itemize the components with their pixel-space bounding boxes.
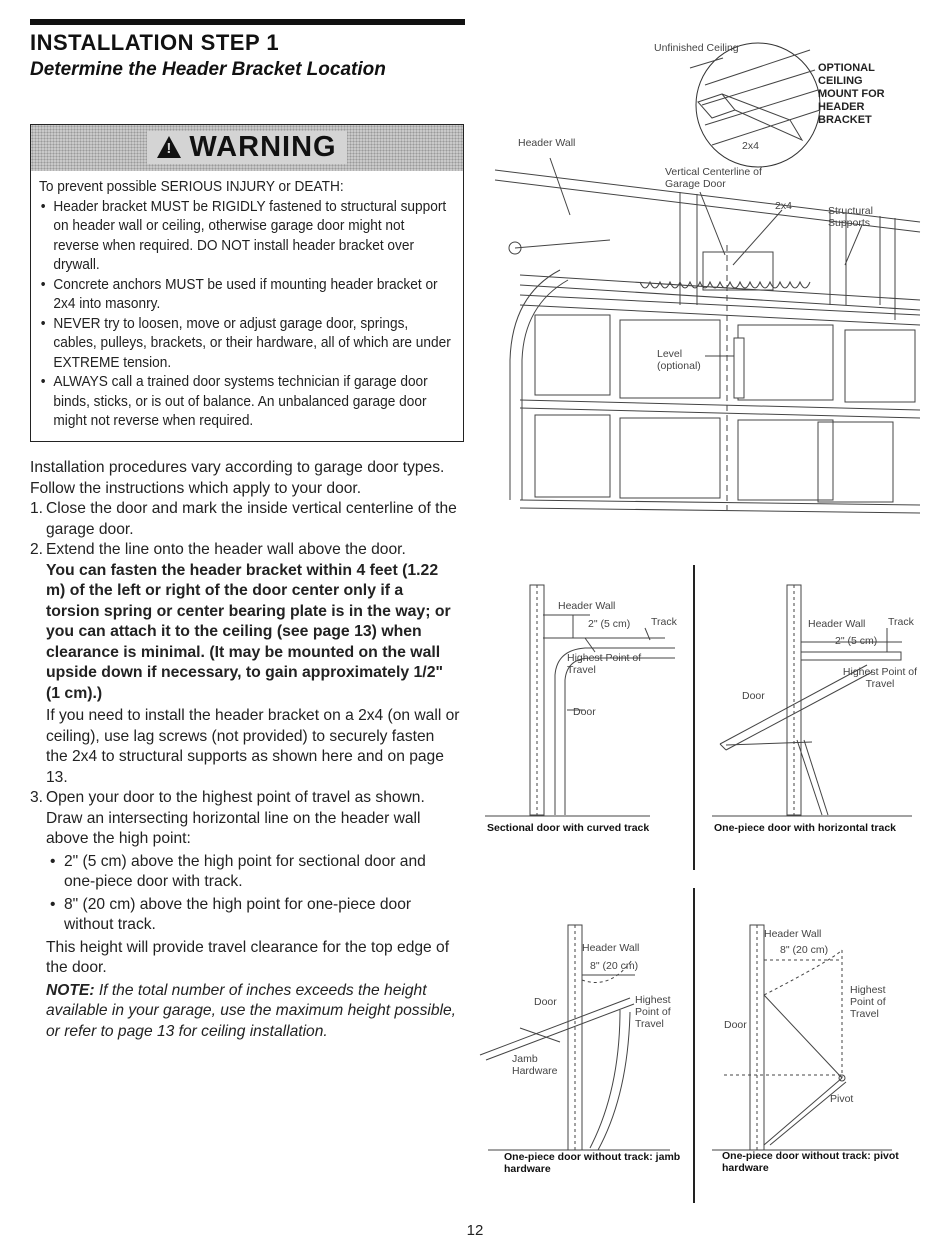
- figure-onepiece-track: [712, 580, 932, 835]
- warning-title-wrap: [147, 131, 346, 164]
- warning-header: [31, 125, 463, 171]
- warning-list: [39, 197, 453, 431]
- step-3-number: 3.: [30, 789, 44, 806]
- onepiece-track-label-door: Door: [742, 690, 765, 702]
- step-subtitle: Determine the Header Bracket Location: [30, 59, 386, 80]
- note-text: If the total number of inches exceeds the height available in your garage, use the maximum height possible, or refer to page 13 for ceiling installation.: [46, 981, 456, 1040]
- label-unfinished-ceiling: Unfinished Ceiling: [654, 42, 739, 54]
- instructions: [30, 458, 460, 1042]
- step-2-text: Extend the line onto the header wall above the door.: [46, 541, 406, 558]
- figure-divider-top: [693, 565, 695, 870]
- pivot-label-door: Door: [724, 1019, 747, 1031]
- sectional-label-header-wall: Header Wall: [558, 600, 616, 612]
- bullet-8in: • 8" (20 cm) above the high point for one-piece door without track.: [30, 895, 460, 936]
- bullet-2in: • 2" (5 cm) above the high point for sectional door and one-piece door with track.: [30, 852, 460, 893]
- step-title: INSTALLATION STEP 1: [30, 30, 280, 55]
- onepiece-track-label-highest-point: Highest Point of Travel: [842, 666, 918, 690]
- note: [30, 981, 460, 1043]
- label-2x4-ceiling: 2x4: [742, 140, 759, 152]
- clearance-text: This height will provide travel clearance for the top edge of the door.: [46, 938, 450, 976]
- jamb-label-hardware: Jamb Hardware: [512, 1053, 558, 1077]
- jamb-label-door: Door: [534, 996, 557, 1008]
- warning-item: • ALWAYS call a trained door systems technician if garage door binds, sticks, or is out of balance. An unbalanced garage door might not reverse when required.: [39, 372, 453, 431]
- sectional-label-door: Door: [573, 706, 596, 718]
- warning-box: [30, 124, 464, 442]
- figure-divider-bottom: [693, 888, 695, 1203]
- step-3-text: Open your door to the highest point of travel as shown. Draw an intersecting horizontal line on the header wall above the high point:: [46, 789, 425, 847]
- sectional-label-clearance: 2" (5 cm): [588, 618, 631, 630]
- label-header-wall: Header Wall: [518, 137, 576, 149]
- jamb-caption: One-piece door without track: jamb hardware: [504, 1151, 681, 1175]
- pivot-label-pivot: Pivot: [830, 1093, 854, 1105]
- jamb-label-highest-point: Highest Point of Travel: [635, 994, 671, 1030]
- step-2-bold-note: You can fasten the header bracket within 4 feet (1.22 m) of the left or right of the door center only if a torsion spring or center bearing plate is in the way; or you can attach it to the ceiling (see page 13) when clearance is minimal. (It may be mounted on the wall upside down if necessary, to gain approximately 1/2" (1 cm).): [46, 561, 451, 702]
- garage-door-illustration: [490, 30, 930, 520]
- sectional-label-track: Track: [651, 616, 677, 628]
- warning-triangle-icon: [157, 136, 181, 158]
- pivot-label-header-wall: Header Wall: [764, 928, 822, 940]
- pivot-caption: One-piece door without track: pivot hardware: [722, 1150, 899, 1174]
- pivot-label-highest-point: Highest Point of Travel: [850, 984, 886, 1020]
- jamb-label-clearance: 8" (20 cm): [590, 960, 639, 972]
- warning-intro: To prevent possible SERIOUS INJURY or DEATH:: [39, 178, 344, 195]
- jamb-label-header-wall: Header Wall: [582, 942, 640, 954]
- step-1: [30, 499, 460, 540]
- warning-body: [39, 177, 453, 431]
- step-1-number: 1.: [30, 500, 44, 517]
- sectional-caption: Sectional door with curved track: [487, 822, 650, 834]
- jamb-hardware-drawing: [470, 920, 685, 1180]
- label-2x4-wall: 2x4: [775, 200, 792, 212]
- onepiece-track-label-header-wall: Header Wall: [808, 618, 866, 630]
- label-level: Level (optional): [657, 348, 701, 372]
- pivot-hardware-drawing: [712, 920, 932, 1180]
- step-2: [30, 540, 460, 561]
- title-rule: [30, 19, 465, 25]
- pivot-label-clearance: 8" (20 cm): [780, 944, 829, 956]
- label-structural-supports: Structural Supports: [828, 205, 873, 229]
- page-number: 12: [466, 1222, 484, 1239]
- step-3: [30, 788, 460, 850]
- sectional-label-highest-point: Highest Point of Travel: [567, 652, 642, 676]
- label-optional-mount: OPTIONAL CEILING MOUNT FOR HEADER BRACKET: [818, 62, 885, 126]
- step-2-number: 2.: [30, 541, 44, 558]
- warning-title: WARNING: [189, 131, 337, 163]
- onepiece-track-label-track: Track: [888, 616, 914, 628]
- step-1-text: Close the door and mark the inside vertical centerline of the garage door.: [46, 500, 457, 538]
- onepiece-track-caption: One-piece door with horizontal track: [714, 822, 897, 834]
- note-label: NOTE:: [46, 981, 95, 999]
- intro-paragraph: Installation procedures vary according to garage door types. Follow the instructions which apply to your door.: [30, 459, 445, 497]
- onepiece-track-label-clearance: 2" (5 cm): [835, 635, 878, 647]
- step-2-extra: If you need to install the header bracket on a 2x4 (on wall or ceiling), use lag screws (not provided) to securely fasten the 2x4 to structural supports as shown here and on page 13.: [46, 707, 460, 786]
- warning-item: • Concrete anchors MUST be used if mounting header bracket or 2x4 into masonry.: [39, 275, 453, 314]
- warning-item: • Header bracket MUST be RIGIDLY fastened to structural support on header wall or ceiling, otherwise garage door might not reverse when required. DO NOT install header bracket over drywall.: [39, 197, 453, 275]
- figure-jamb-hardware: [470, 920, 685, 1180]
- figure-pivot-hardware: [712, 920, 932, 1180]
- figure-sectional-door: [485, 580, 685, 835]
- warning-item: • NEVER try to loosen, move or adjust garage door, springs, cables, pulleys, brackets, or their hardware, all of which are under EXTREME tension.: [39, 314, 453, 373]
- label-vertical-centerline: Vertical Centerline of Garage Door: [665, 166, 762, 190]
